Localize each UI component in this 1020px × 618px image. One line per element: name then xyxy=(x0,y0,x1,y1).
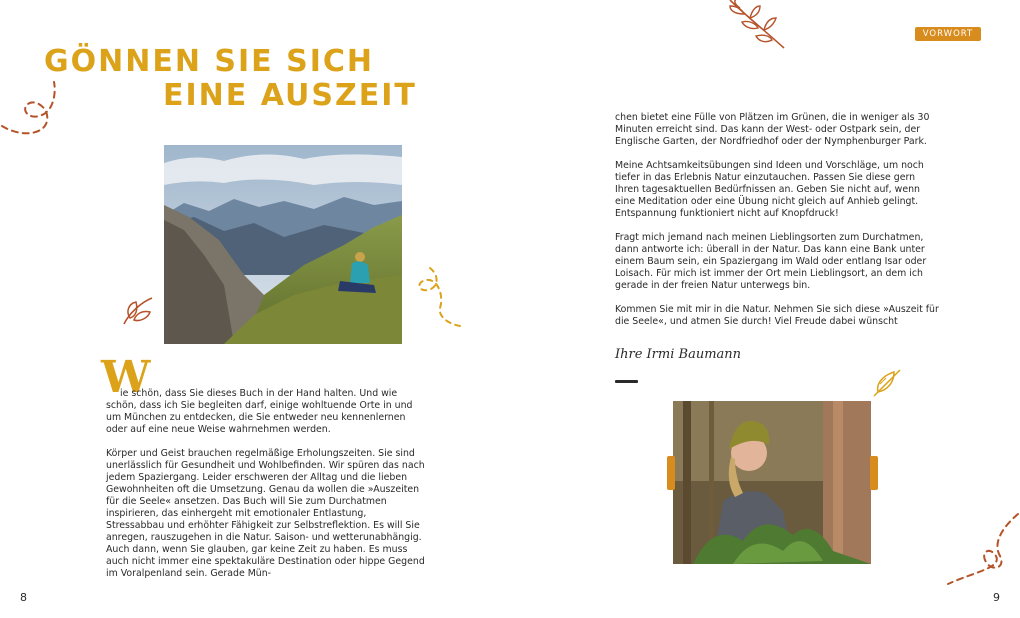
drop-cap: W xyxy=(101,352,151,403)
chapter-title-line1: GÖNNEN SIE SICH xyxy=(44,44,374,79)
author-signature: Ihre Irmi Baumann xyxy=(615,347,742,362)
leaf-icon xyxy=(122,296,154,326)
page-number-left: 8 xyxy=(20,591,27,604)
photo-tab-marker-left xyxy=(667,456,675,490)
dashed-loop-icon xyxy=(944,512,1020,588)
signature-rule xyxy=(615,380,638,383)
right-paragraph-1: chen bietet eine Fülle von Plätzen im Grünen, die in weniger als 30 Minuten erreicht sind. Das kann der West- oder Ostpark sein, der Englische Garten, der Nordfriedhof oder der Nymphenburger Park. xyxy=(615,112,930,147)
chapter-title-line2: EINE AUSZEIT xyxy=(163,78,417,113)
dashed-loop-icon xyxy=(0,80,60,140)
page-number-right: 9 xyxy=(993,591,1000,604)
right-text-column xyxy=(615,112,941,340)
right-paragraph-2: Meine Achtsamkeitsübungen sind Ideen und Vorschläge, um noch tiefer in das Erlebnis Natur einzutauchen. Passen Sie diese gern Ihren tagesaktuellen Bedürfnissen an. Geben Sie nicht auf, wenn eine Meditation oder eine Übung nicht gleich auf Anhieb gelingt. Entspannung funktioniert nicht auf Knopfdruck! xyxy=(615,160,924,219)
leaf-icon xyxy=(872,368,902,398)
left-text-column xyxy=(106,388,426,592)
dashed-loop-icon xyxy=(410,266,462,328)
left-paragraph-2: Körper und Geist brauchen regelmäßige Erholungszeiten. Sie sind unerlässlich für Gesundheit und Wohlbefinden. Wir spüren das nach jedem Spaziergang. Leider erschweren der Alltag und die lieben Gewohnheiten oft die Umsetzung. Genau da wollen die »Auszeiten für die Seele« ansetzen. Das Buch will Sie zum Durchatmen inspirieren, das einhergeht mit emotionaler Entlastung, Stressabbau und erhöhter Fähigkeit zur Selbstreflektion. Es will Sie anregen, rauszugehen in die Natur. Saison- und wetterunabhängig. Auch dann, wenn Sie glauben, gar keine Zeit zu haben. Es muss auch nicht immer eine spektakuläre Destination oder hippe Gegend im Voralpenland sein. Gerade Mün- xyxy=(106,448,425,579)
forest-woman-photo xyxy=(673,401,871,564)
right-paragraph-3: Fragt mich jemand nach meinen Lieblingsorten zum Durchatmen, dann antworte ich: überall in der Natur. Das kann eine Bank unter einem Baum sein, ein Spaziergang im Wald oder entlang Isar oder Loisach. Für mich ist immer der Ort mein Lieblingsort, an dem ich gerade in der freien Natur unterwegs bin. xyxy=(615,232,927,291)
left-paragraph-1: ie schön, dass Sie dieses Buch in der Hand halten. Und wie schön, dass ich Sie begleiten darf, einige wohltuende Orte in und um München zu entdecken, die Sie entweder neu kennenlernen oder auf eine neue Weise wahrnehmen werden. xyxy=(106,388,413,435)
leaf-branch-icon xyxy=(724,0,788,52)
section-tag: VORWORT xyxy=(915,27,981,41)
photo-tab-marker-right xyxy=(870,456,878,490)
mountain-photo xyxy=(164,145,402,344)
right-paragraph-4: Kommen Sie mit mir in die Natur. Nehmen Sie sich diese »Auszeit für die Seele«, und atmen Sie durch! Viel Freude dabei wünscht xyxy=(615,304,939,327)
